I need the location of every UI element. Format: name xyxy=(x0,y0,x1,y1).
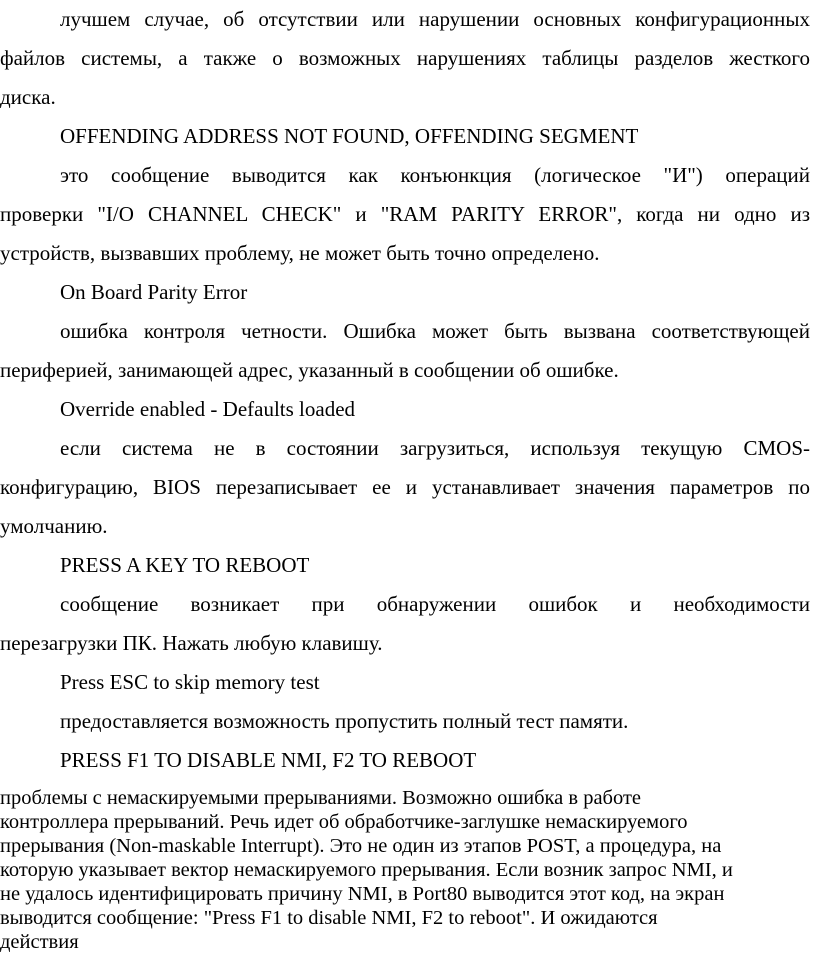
paragraph-line: это сообщение выводится как конъюнкция (логическое "И") операций xyxy=(60,163,810,187)
paragraph-line: если система не в состоянии загрузиться, используя текущую CMOS- xyxy=(60,436,810,460)
paragraph-line: лучшем случае, об отсутствии или нарушении основных конфигурационных xyxy=(60,7,810,31)
paragraph-line: умолчанию. xyxy=(0,514,108,538)
paragraph-line: устройств, вызвавших проблему, не может быть точно определено. xyxy=(0,241,600,265)
paragraph-line: диска. xyxy=(0,85,56,109)
paragraph-line: прерывания (Non-maskable Interrupt). Это не один из этапов POST, а процедура, на xyxy=(0,835,722,857)
term-heading: PRESS A KEY TO REBOOT xyxy=(60,553,310,577)
paragraph-line: действия xyxy=(0,931,79,953)
term-heading: Override enabled - Defaults loaded xyxy=(60,397,356,421)
term-heading: On Board Parity Error xyxy=(60,280,248,304)
paragraph-line: проверки "I/O CHANNEL CHECK" и "RAM PARITY ERROR", когда ни одно из xyxy=(0,202,810,226)
paragraph-line: контроллера прерываний. Речь идет об обработчике-заглушке немаскируемого xyxy=(0,811,688,833)
term-heading: Press ESC to skip memory test xyxy=(60,670,320,694)
paragraph-line: перезагрузки ПК. Нажать любую клавишу. xyxy=(0,631,383,655)
term-heading: PRESS F1 TO DISABLE NMI, F2 TO REBOOT xyxy=(60,748,477,772)
paragraph-line: выводится сообщение: "Press F1 to disable NMI, F2 to reboot". И ожидаются xyxy=(0,907,658,929)
paragraph-line: проблемы с немаскируемыми прерываниями. Возможно ошибка в работе xyxy=(0,787,642,809)
term-heading: OFFENDING ADDRESS NOT FOUND, OFFENDING SEGMENT xyxy=(60,124,639,148)
paragraph-line: файлов системы, а также о возможных нарушениях таблицы разделов жесткого xyxy=(0,46,810,70)
paragraph-line: сообщение возникает при обнаружении ошибок и необходимости xyxy=(60,592,810,616)
paragraph-line: которую указывает вектор немаскируемого прерывания. Если возник запрос NMI, и xyxy=(0,859,733,881)
paragraph-line: ошибка контроля четности. Ошибка может быть вызвана соответствующей xyxy=(60,319,810,343)
paragraph-line: конфигурацию, BIOS перезаписывает ее и устанавливает значения параметров по xyxy=(0,475,810,499)
paragraph-line: периферией, занимающей адрес, указанный в сообщении об ошибке. xyxy=(0,358,619,382)
paragraph-line: предоставляется возможность пропустить полный тест памяти. xyxy=(60,709,629,733)
paragraph-line: не удалось идентифицировать причину NMI, в Port80 выводится этот код, на экран xyxy=(0,883,725,905)
